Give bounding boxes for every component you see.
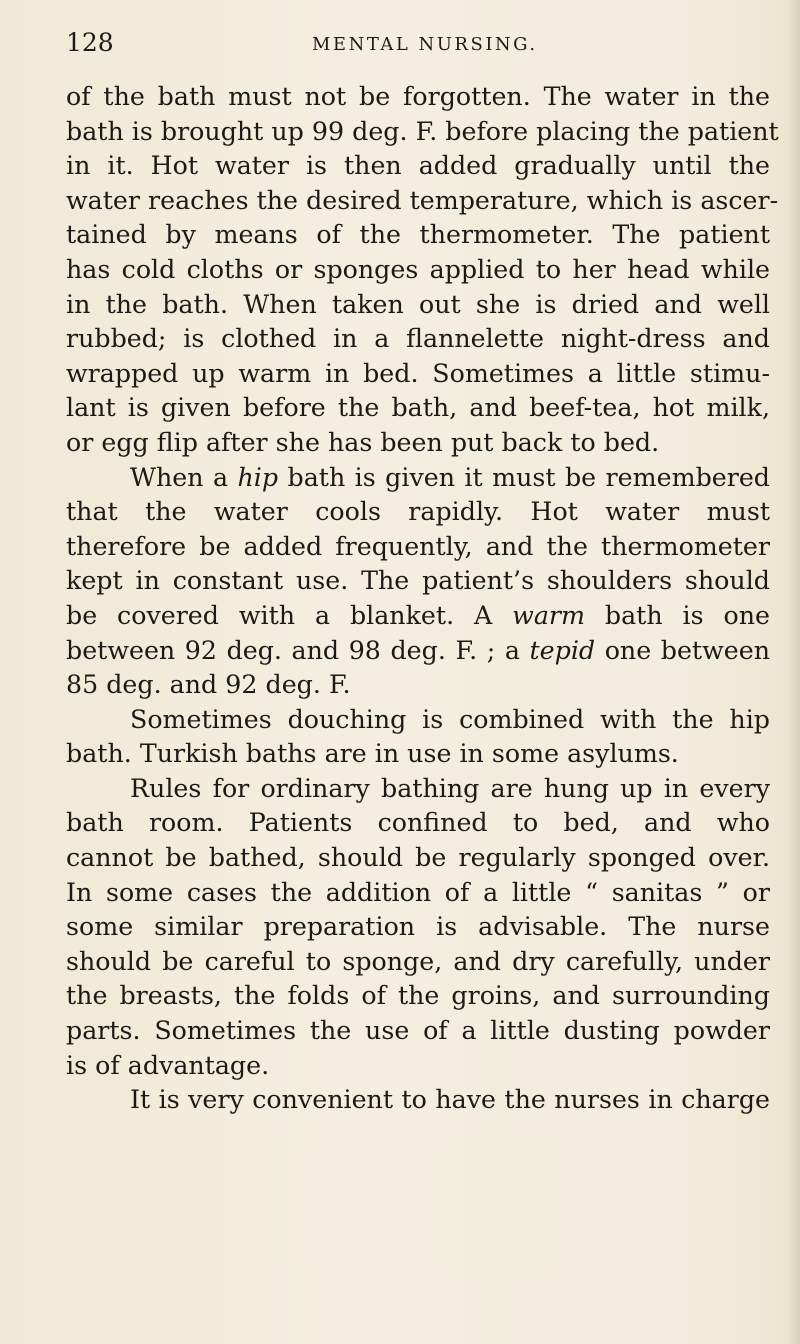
text-run: between 92 deg. and 98 deg. F. ; a [66, 635, 530, 665]
text-line: wrapped up warm in bed. Sometimes a little stimu- [66, 358, 770, 388]
body-text [66, 80, 779, 1118]
text-line: therefore be added frequently, and the thermometer [66, 531, 770, 561]
text-line: that the water cools rapidly. Hot water must [66, 497, 770, 527]
text-line: It is very convenient to have the nurses in charge [130, 1085, 770, 1115]
text-line [66, 461, 770, 496]
italic-term-warm: warm [512, 600, 585, 630]
text-line: parts. Sometimes the use of a little dusting powder [66, 1016, 770, 1046]
text-line [66, 634, 770, 669]
text-line: bath. Turkish baths are in use in some asylums. [66, 739, 679, 769]
text-line: is of advantage. [66, 1050, 270, 1080]
text-line: in it. Hot water is then added gradually until the [66, 151, 770, 181]
paragraph-4 [66, 772, 770, 1083]
page-number: 128 [66, 28, 114, 57]
text-line: has cold cloths or sponges applied to her head while [66, 254, 770, 284]
text-line: tained by means of the thermometer. The patient [66, 220, 770, 250]
text-line: the breasts, the folds of the groins, and surrounding [66, 981, 770, 1011]
text-line: Rules for ordinary bathing are hung up in every [130, 773, 770, 803]
text-line: should be careful to sponge, and dry carefully, under [66, 946, 770, 976]
text-run: be covered with a blanket. A [66, 600, 513, 630]
text-line: In some cases the addition of a little “ sanitas ” or [66, 877, 770, 907]
running-title: MENTAL NURSING. [312, 34, 538, 55]
text-line [66, 599, 770, 634]
text-line: or egg flip after she has been put back to bed. [66, 427, 660, 457]
text-line: some similar preparation is advisable. The nurse [66, 912, 770, 942]
text-line: water reaches the desired temperature, which is ascer- [66, 185, 779, 215]
text-line: cannot be bathed, should be regularly sponged over. [66, 843, 770, 873]
text-run: When a [130, 462, 238, 492]
text-line: kept in constant use. The patient’s shoulders should [66, 566, 770, 596]
text-line: Sometimes douching is combined with the hip [130, 704, 770, 734]
text-line: in the bath. When taken out she is dried and well [66, 289, 770, 319]
running-head [66, 28, 770, 58]
paragraph-5 [66, 1083, 770, 1118]
text-run: bath is one [585, 600, 770, 630]
paragraph-2 [66, 461, 770, 703]
italic-term-tepid: tepid [529, 635, 596, 665]
text-run: bath is given it must be remembered [278, 462, 770, 492]
text-line: bath is brought up 99 deg. F. before placing the patient [66, 116, 779, 146]
text-line: rubbed; is clothed in a flannelette night-dress and [66, 324, 770, 354]
paragraph-1 [66, 80, 779, 461]
text-line: lant is given before the bath, and beef-tea, hot milk, [66, 393, 770, 423]
text-line: bath room. Patients confined to bed, and who [66, 808, 770, 838]
italic-term-hip: hip [237, 462, 279, 492]
paragraph-3 [66, 703, 770, 772]
text-line: 85 deg. and 92 deg. F. [66, 670, 351, 700]
page-edge-shadow [786, 0, 800, 1344]
text-line: of the bath must not be forgotten. The water in the [66, 82, 770, 111]
text-run: one between [595, 635, 770, 665]
